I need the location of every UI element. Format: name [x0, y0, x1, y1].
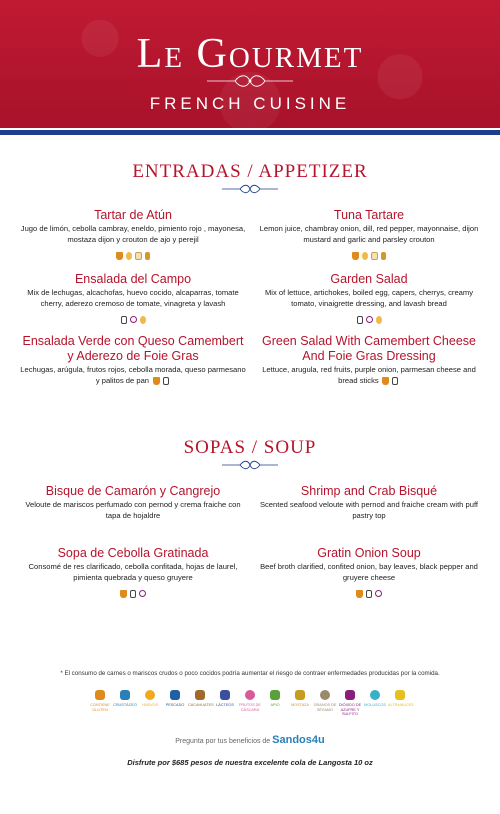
menu-item — [254, 484, 484, 521]
peanut-icon — [195, 690, 205, 700]
footnote: * El consumo de carnes o mariscos crudos o poco cocidos podría aumentar el riesgo de contraer enfermedades producidas por la comida. — [60, 670, 440, 677]
allergen-label: FRUTOS DE CÁSCARA — [239, 703, 261, 712]
allergen-label: LÁCTEOS — [216, 703, 234, 707]
sulphite-icon — [357, 316, 363, 324]
sulphite-icon — [366, 590, 372, 598]
allergen-icons — [18, 311, 248, 321]
allergen-label: MOSTAZA — [290, 703, 310, 707]
ornament-icon — [205, 72, 295, 90]
sesame-icon — [320, 690, 330, 700]
soup-section-title: SOPAS / SOUP — [183, 437, 317, 458]
allergen-icons — [18, 585, 248, 595]
allergen-legend-item — [263, 690, 287, 708]
item-description-text: Lechugas, arúgula, frutos rojos, cebolla morada, queso parmesano y palitos de pan — [20, 365, 246, 385]
allergen-legend-item — [138, 690, 162, 708]
nut-icon — [245, 690, 255, 700]
fish-icon — [170, 690, 180, 700]
allergen-legend-item — [213, 690, 237, 708]
sulphite-fruit-icon — [130, 316, 137, 323]
menu-item — [254, 208, 484, 257]
sulphite-icon — [345, 690, 355, 700]
item-name: Tuna Tartare — [333, 208, 405, 222]
restaurant-subtitle: FRENCH CUISINE — [149, 94, 351, 113]
menu-item — [254, 546, 484, 595]
item-name: Garden Salad — [330, 272, 408, 286]
header-banner — [0, 0, 500, 128]
allergen-label: DIÓXIDO DE AZUFRE Y SULFITO — [338, 703, 362, 717]
item-name: Ensalada Verde con Queso Camembert y Aderezo de Foie Gras — [22, 334, 244, 363]
mustard-icon — [381, 252, 386, 260]
item-name: Green Salad With Camembert Cheese And Foie Gras Dressing — [262, 334, 476, 363]
celery-icon — [270, 690, 280, 700]
wheat-icon — [356, 590, 363, 598]
allergen-legend-item — [313, 690, 337, 712]
allergen-icons — [18, 247, 248, 257]
egg-icon — [126, 252, 132, 260]
allergen-icons — [254, 585, 484, 595]
wheat-icon — [153, 377, 160, 385]
divider-ornament-icon — [222, 459, 278, 471]
wheat-icon — [382, 377, 389, 385]
milk-icon — [371, 252, 378, 260]
item-description — [254, 365, 484, 386]
item-description: Consomé de res clarificado, cebolla confitada, hojas de laurel, pimienta quebrada y queso gruyere — [28, 562, 238, 582]
menu-item — [254, 334, 484, 386]
sulphite-fruit-icon — [366, 316, 373, 323]
item-description-text: Lettuce, arugula, red fruits, purple onion, parmesan cheese and bread sticks — [262, 365, 476, 385]
allergen-legend-item — [288, 690, 312, 708]
menu-item — [18, 484, 248, 521]
egg-icon — [145, 690, 155, 700]
mustard-icon — [145, 252, 150, 260]
allergen-label: CACAHUATES — [188, 703, 214, 707]
item-description: Jugo de limón, cebolla cambray, eneldo, pimiento rojo , mayonesa, mostaza dijon y crouton de ajo y perejil — [20, 224, 246, 244]
item-name: Gratin Onion Soup — [317, 546, 421, 560]
item-description: Beef broth clarified, confited onion, bay leaves, black pepper and gruyere cheese — [260, 562, 478, 582]
allergen-legend-item — [363, 690, 387, 708]
divider-ornament-icon — [222, 183, 278, 195]
wheat-icon — [352, 252, 359, 260]
item-name: Tartar de Atún — [94, 208, 172, 222]
benefits-line — [0, 734, 500, 746]
allergen-legend-item — [338, 690, 362, 717]
item-description: Scented seafood veloute with pernod and fraiche cream with puff pastry top — [259, 500, 479, 520]
mollusc-icon — [370, 690, 380, 700]
restaurant-title: Le Gourmet — [136, 31, 364, 77]
item-description: Lemon juice, chambray onion, dill, red pepper, mayonnaise, dijon mustard and garlic and parsley crouton — [259, 224, 479, 244]
mustard-icon — [295, 690, 305, 700]
wheat-icon — [120, 590, 127, 598]
allergen-legend-item — [388, 690, 412, 708]
milk-icon — [220, 690, 230, 700]
item-description: Mix of lettuce, artichokes, boiled egg, capers, cherrys, creamy tomato, vinaigrette dressing, and lavash bread — [264, 288, 474, 308]
milk-icon — [135, 252, 142, 260]
menu-item — [254, 272, 484, 321]
allergen-label: APIO — [270, 703, 280, 707]
promo-note: Disfrute por $685 pesos de nuestra excelente cola de Langosta 10 oz — [127, 758, 373, 767]
lupin-icon — [395, 690, 405, 700]
egg-icon — [376, 316, 382, 324]
item-name: Ensalada del Campo — [74, 272, 192, 286]
allergen-legend-item — [88, 690, 112, 712]
menu-item — [18, 546, 248, 595]
allergen-legend-item — [238, 690, 262, 712]
sulphite-icon — [392, 377, 398, 385]
item-name: Sopa de Cebolla Gratinada — [57, 546, 209, 560]
wheat-icon — [116, 252, 123, 260]
item-name: Shrimp and Crab Bisqué — [300, 484, 438, 498]
allergen-label: CONTIENE GLUTEN — [90, 703, 110, 712]
allergen-label: HUEVOS — [141, 703, 159, 707]
allergen-icons — [254, 247, 484, 257]
sulphite-fruit-icon — [375, 590, 382, 597]
allergen-label: MOLUSCOS — [364, 703, 386, 707]
header-stripe-blue — [0, 130, 500, 135]
egg-icon — [140, 316, 146, 324]
allergen-legend-item — [163, 690, 187, 708]
allergen-label: ALTRAMUCES — [388, 703, 414, 707]
allergen-legend-item — [113, 690, 137, 708]
item-description — [18, 365, 248, 386]
egg-icon — [362, 252, 368, 260]
sulphite-icon — [121, 316, 127, 324]
brand-logo[interactable]: Sandos4u — [272, 734, 325, 746]
crustacean-icon — [120, 690, 130, 700]
allergen-icons — [254, 311, 484, 321]
menu-item — [18, 334, 248, 386]
item-description: Veloute de mariscos perfumado con pernod y crema fraiche con tapa de hojaldre — [25, 500, 241, 520]
allergen-label: GRANOS DE SÉSAMO — [313, 703, 337, 712]
benefits-text: Pregunta por tus beneficios de — [175, 738, 271, 745]
menu-item — [18, 272, 248, 321]
sulphite-fruit-icon — [139, 590, 146, 597]
item-name: Bisque de Camarón y Cangrejo — [45, 484, 221, 498]
allergen-label: CRUSTÁCEO — [113, 703, 137, 707]
allergen-legend-item — [188, 690, 212, 708]
appetizer-section-title: ENTRADAS / APPETIZER — [132, 161, 368, 182]
allergen-label: PESCADO — [165, 703, 185, 707]
sulphite-icon — [163, 377, 169, 385]
item-description: Mix de lechugas, alcachofas, huevo cocido, alcaparras, tomate cherry, aderezo cremoso de tomate, vinagreta y lavash — [27, 288, 239, 308]
menu-item — [18, 208, 248, 257]
wheat-icon — [95, 690, 105, 700]
sulphite-icon — [130, 590, 136, 598]
